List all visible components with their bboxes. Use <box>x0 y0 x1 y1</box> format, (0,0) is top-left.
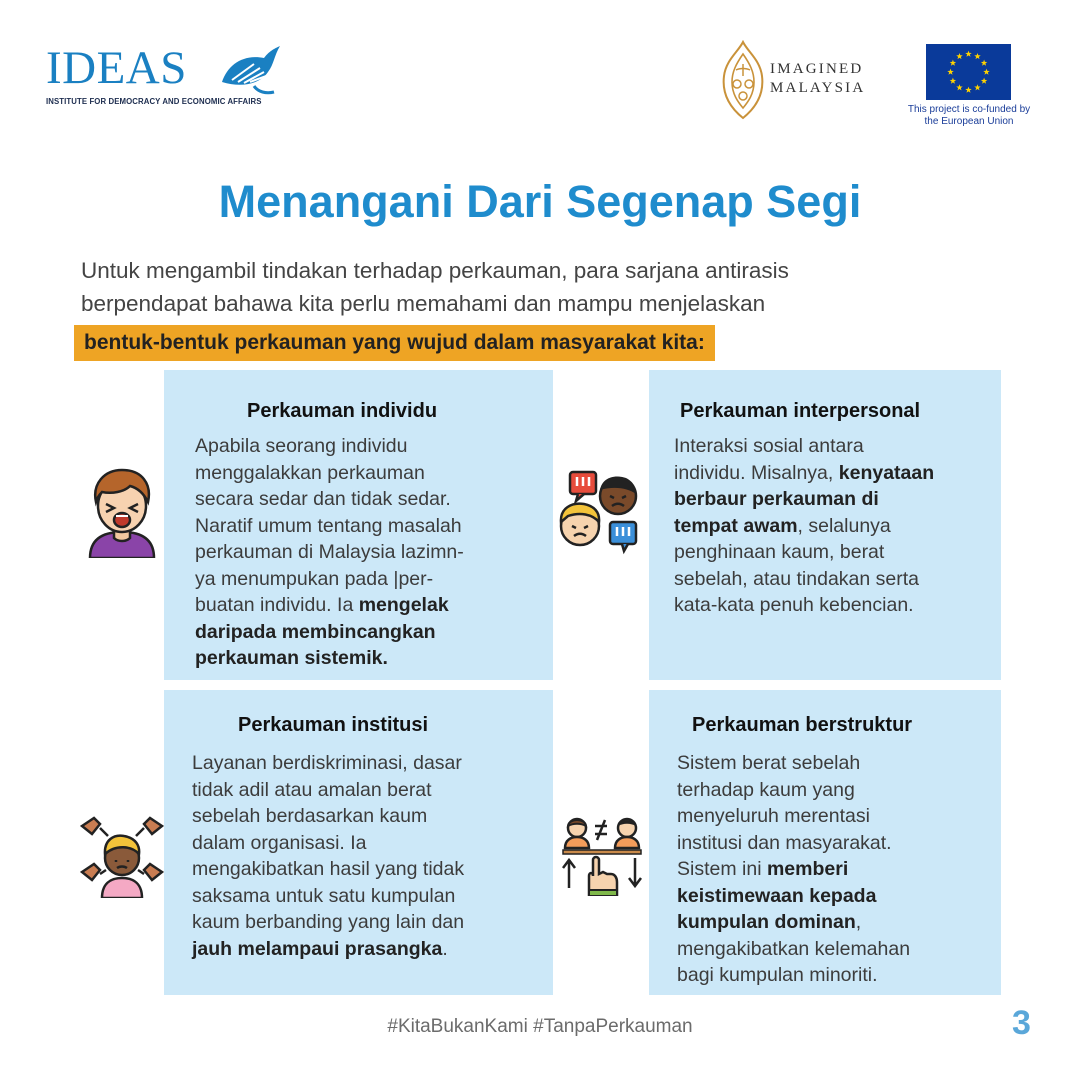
eu-star <box>950 78 956 84</box>
eu-stars-icon <box>926 44 1011 100</box>
body-text: , selalunya <box>797 514 891 537</box>
card-body-line <box>195 539 540 566</box>
card-body-line <box>674 433 996 460</box>
emphasis-text: mengelak <box>358 594 449 616</box>
emphasis-text: keistimewaan kepada <box>677 884 877 907</box>
card-body-line <box>195 460 540 487</box>
body-text: Interaksi sosial antara <box>674 435 864 457</box>
card-body-line <box>677 936 997 963</box>
intro-line-1: Untuk mengambil tindakan terhadap perkauman, para sarjana antirasis <box>81 258 789 283</box>
card-body-line <box>192 777 542 804</box>
eu-flag <box>926 44 1011 100</box>
intro-highlight: bentuk-bentuk perkauman yang wujud dalam masyarakat kita: <box>74 325 715 361</box>
card-structural-racism <box>649 690 1001 995</box>
body-text: buatan individu. Ia <box>195 594 359 616</box>
eu-star <box>956 53 962 59</box>
card-body-line <box>192 883 542 910</box>
body-text: Sistem berat sebelah <box>677 752 861 774</box>
card-body-line <box>195 486 540 513</box>
card-body-line <box>192 803 542 830</box>
malaysia-line: MALAYSIA <box>770 80 866 96</box>
body-text: sebelah, atau tindakan serta <box>674 567 920 590</box>
card-body-line <box>677 830 997 857</box>
emphasis-text: memberi <box>766 858 849 880</box>
body-text: sebelah berdasarkan kaum <box>192 805 428 827</box>
imagined-malaysia-logo <box>720 40 900 120</box>
imagined-line: IMAGINED <box>770 61 864 77</box>
eu-star <box>981 78 987 84</box>
card-body <box>677 750 997 989</box>
card-body-line <box>677 883 997 910</box>
card-body-line <box>192 830 542 857</box>
emphasis-text: tempat awam <box>674 514 798 537</box>
card-body-line <box>677 777 997 804</box>
intro-line-2: berpendapat bahawa kita perlu memahami dan mampu menjelaskan <box>81 291 766 316</box>
card-body-line <box>192 856 542 883</box>
card-body <box>192 750 542 962</box>
body-text: . <box>442 937 448 960</box>
card-body-line <box>674 592 996 619</box>
shouting-person-icon <box>84 466 160 558</box>
card-body-line <box>674 539 996 566</box>
body-text: saksama untuk satu kumpulan <box>192 884 456 907</box>
eu-star <box>974 53 980 59</box>
body-text: mengakibatkan kelemahan <box>677 937 911 960</box>
eu-funding-caption <box>890 104 1048 128</box>
eu-star <box>965 51 971 57</box>
eu-star <box>965 87 971 93</box>
card-title: Perkauman individu <box>247 400 438 422</box>
emphasis-text: kenyataan <box>838 461 935 484</box>
body-text: penghinaan kaum, berat <box>674 541 885 563</box>
body-text: Sistem ini <box>677 858 767 880</box>
card-body-line <box>192 909 542 936</box>
inequality-hand-arrows-icon <box>561 814 643 896</box>
card-body-line <box>195 645 540 672</box>
arguing-people-speech-bubbles-icon <box>556 468 642 558</box>
ideas-logo <box>46 40 286 112</box>
emphasis-text: berbaur perkauman di <box>674 488 879 510</box>
body-text: menyeluruh merentasi <box>677 805 870 827</box>
body-text: mengakibatkan hasil yang tidak <box>192 858 465 880</box>
card-body-line <box>674 566 996 593</box>
card-body-line <box>192 750 542 777</box>
eu-star <box>950 60 956 66</box>
card-body-line <box>677 909 997 936</box>
emphasis-text: perkauman sistemik. <box>195 647 388 669</box>
body-text: ya menumpukan pada |per- <box>195 567 434 590</box>
card-body-line <box>674 460 996 487</box>
body-text: Naratif umum tentang masalah <box>195 514 462 537</box>
body-text: secara sedar dan tidak sedar. <box>195 488 451 510</box>
card-body <box>674 433 996 619</box>
body-text: individu. Misalnya, <box>674 461 839 484</box>
eu-caption-line2: the European Union <box>924 116 1014 127</box>
emphasis-text: jauh melampaui prasangka <box>192 937 443 960</box>
page-title: Menangani Dari Segenap Segi <box>218 176 862 227</box>
eu-star <box>956 84 962 90</box>
body-text: institusi dan masyarakat. <box>677 831 892 854</box>
card-individual-racism <box>164 370 553 680</box>
card-interpersonal-racism <box>649 370 1001 680</box>
body-text: kaum berbanding yang lain dan <box>192 911 465 933</box>
card-body-line <box>674 486 996 513</box>
card-body-line <box>195 592 540 619</box>
card-body-line <box>195 433 540 460</box>
card-body-line <box>195 566 540 593</box>
card-title: Perkauman institusi <box>238 714 429 736</box>
body-text: Apabila seorang individu <box>195 435 408 457</box>
body-text: kata-kata penuh kebencian. <box>674 594 914 616</box>
card-body-line <box>674 513 996 540</box>
intro-text <box>81 254 789 320</box>
body-text: menggalakkan perkauman <box>195 461 425 484</box>
eu-star <box>947 69 953 75</box>
body-text: bagi kumpulan minoriti. <box>677 964 878 986</box>
imagined-malaysia-text <box>770 60 865 98</box>
wayang-emblem-icon <box>720 40 766 122</box>
eu-caption-line1: This project is co-funded by <box>907 104 1031 115</box>
card-body <box>195 433 540 672</box>
body-text: Layanan berdiskriminasi, dasar <box>192 752 462 774</box>
card-title: Perkauman berstruktur <box>692 714 913 736</box>
emphasis-text: kumpulan dominan <box>677 911 856 933</box>
body-text: tidak adil atau amalan berat <box>192 778 432 801</box>
card-body-line <box>192 936 542 963</box>
ideas-logo-wordmark: IDEAS <box>46 42 187 94</box>
page-number: 3 <box>1012 1004 1031 1042</box>
card-body-line <box>195 619 540 646</box>
pointed-at-person-icon <box>80 814 164 898</box>
eu-star <box>981 60 987 66</box>
card-body-line <box>677 750 997 777</box>
eu-star <box>983 69 989 75</box>
card-title: Perkauman interpersonal <box>680 400 921 422</box>
body-text: dalam organisasi. Ia <box>192 831 367 854</box>
emphasis-text: daripada membincangkan <box>195 620 436 643</box>
card-body-line <box>677 803 997 830</box>
card-body-line <box>195 513 540 540</box>
ideas-subtitle: INSTITUTE FOR DEMOCRACY AND ECONOMIC AFFAIRS <box>46 97 262 106</box>
card-body-line <box>677 962 997 989</box>
bird-icon <box>214 42 286 98</box>
body-text: perkauman di Malaysia lazimn- <box>195 541 464 563</box>
hashtags: #KitaBukanKami #TanpaPerkauman <box>387 1016 693 1037</box>
card-institutional-racism <box>164 690 553 995</box>
body-text: , <box>855 911 862 933</box>
body-text: terhadap kaum yang <box>677 778 855 801</box>
card-body-line <box>677 856 997 883</box>
eu-star <box>974 84 980 90</box>
